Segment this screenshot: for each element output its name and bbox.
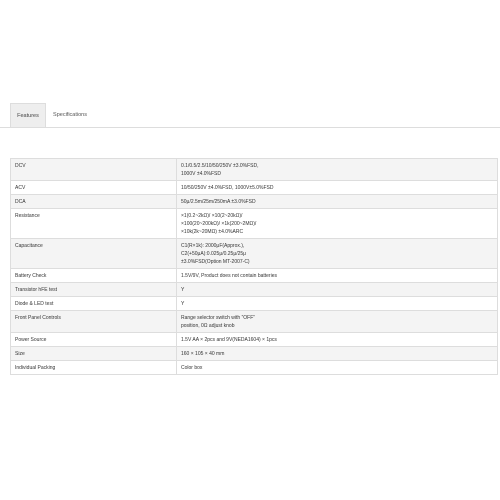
spec-value: Range selector switch with “OFF” position, 0Ω adjust knob <box>177 311 498 333</box>
spec-value: 10/50/250V ±4.0%FSD, 1000V±5.0%FSD <box>177 181 498 195</box>
spec-label: Battery Check <box>11 269 177 283</box>
table-row <box>11 311 498 333</box>
spec-value: Y <box>177 283 498 297</box>
spec-label: Individual Packing <box>11 361 177 375</box>
spec-label: Transistor hFE test <box>11 283 177 297</box>
specifications-table <box>10 158 498 375</box>
spec-value: 1.5V AA × 2pcs and 9V(NEDA1604) × 1pcs <box>177 333 498 347</box>
spec-label: Capacitance <box>11 239 177 269</box>
spec-label: Diode & LED test <box>11 297 177 311</box>
spec-label: Front Panel Controls <box>11 311 177 333</box>
table-row <box>11 361 498 375</box>
spec-value: 1.5V/9V, Product does not contain batteries <box>177 269 498 283</box>
table-row <box>11 209 498 239</box>
spec-label: Resistance <box>11 209 177 239</box>
tab-bar <box>0 103 500 128</box>
spec-label: Size <box>11 347 177 361</box>
spec-value: Y <box>177 297 498 311</box>
spec-value: C1(R×1k): 2000μF(Approx.), C2(+50μA):0.025μ/0.25μ/25μ ±3.0%FSD(Option MT-2007-C) <box>177 239 498 269</box>
spec-value: 50μ/2.5m/25m/250mA ±3.0%FSD <box>177 195 498 209</box>
spec-value: Color box <box>177 361 498 375</box>
table-row <box>11 297 498 311</box>
table-row <box>11 269 498 283</box>
table-row <box>11 347 498 361</box>
spec-value: 0.1/0.5/2.5/10/50/250V ±3.0%FSD, 1000V ±4.0%FSD <box>177 159 498 181</box>
spec-label: DCA <box>11 195 177 209</box>
tab-features[interactable]: Features <box>10 103 46 127</box>
table-row <box>11 159 498 181</box>
table-row <box>11 333 498 347</box>
spec-label: Power Source <box>11 333 177 347</box>
table-row <box>11 239 498 269</box>
spec-value: ×1(0.2~2kΩ)/ ×10(2~20kΩ)/ ×100(20~200kΩ)/ ×1k(200~2MΩ)/ ×10k(2k~20MΩ) ±4.0%ARC <box>177 209 498 239</box>
table-row <box>11 181 498 195</box>
spec-value: 160 × 105 × 40 mm <box>177 347 498 361</box>
spec-label: ACV <box>11 181 177 195</box>
table-row <box>11 283 498 297</box>
spec-label: DCV <box>11 159 177 181</box>
tab-specifications[interactable]: Specifications <box>53 112 87 118</box>
table-row <box>11 195 498 209</box>
